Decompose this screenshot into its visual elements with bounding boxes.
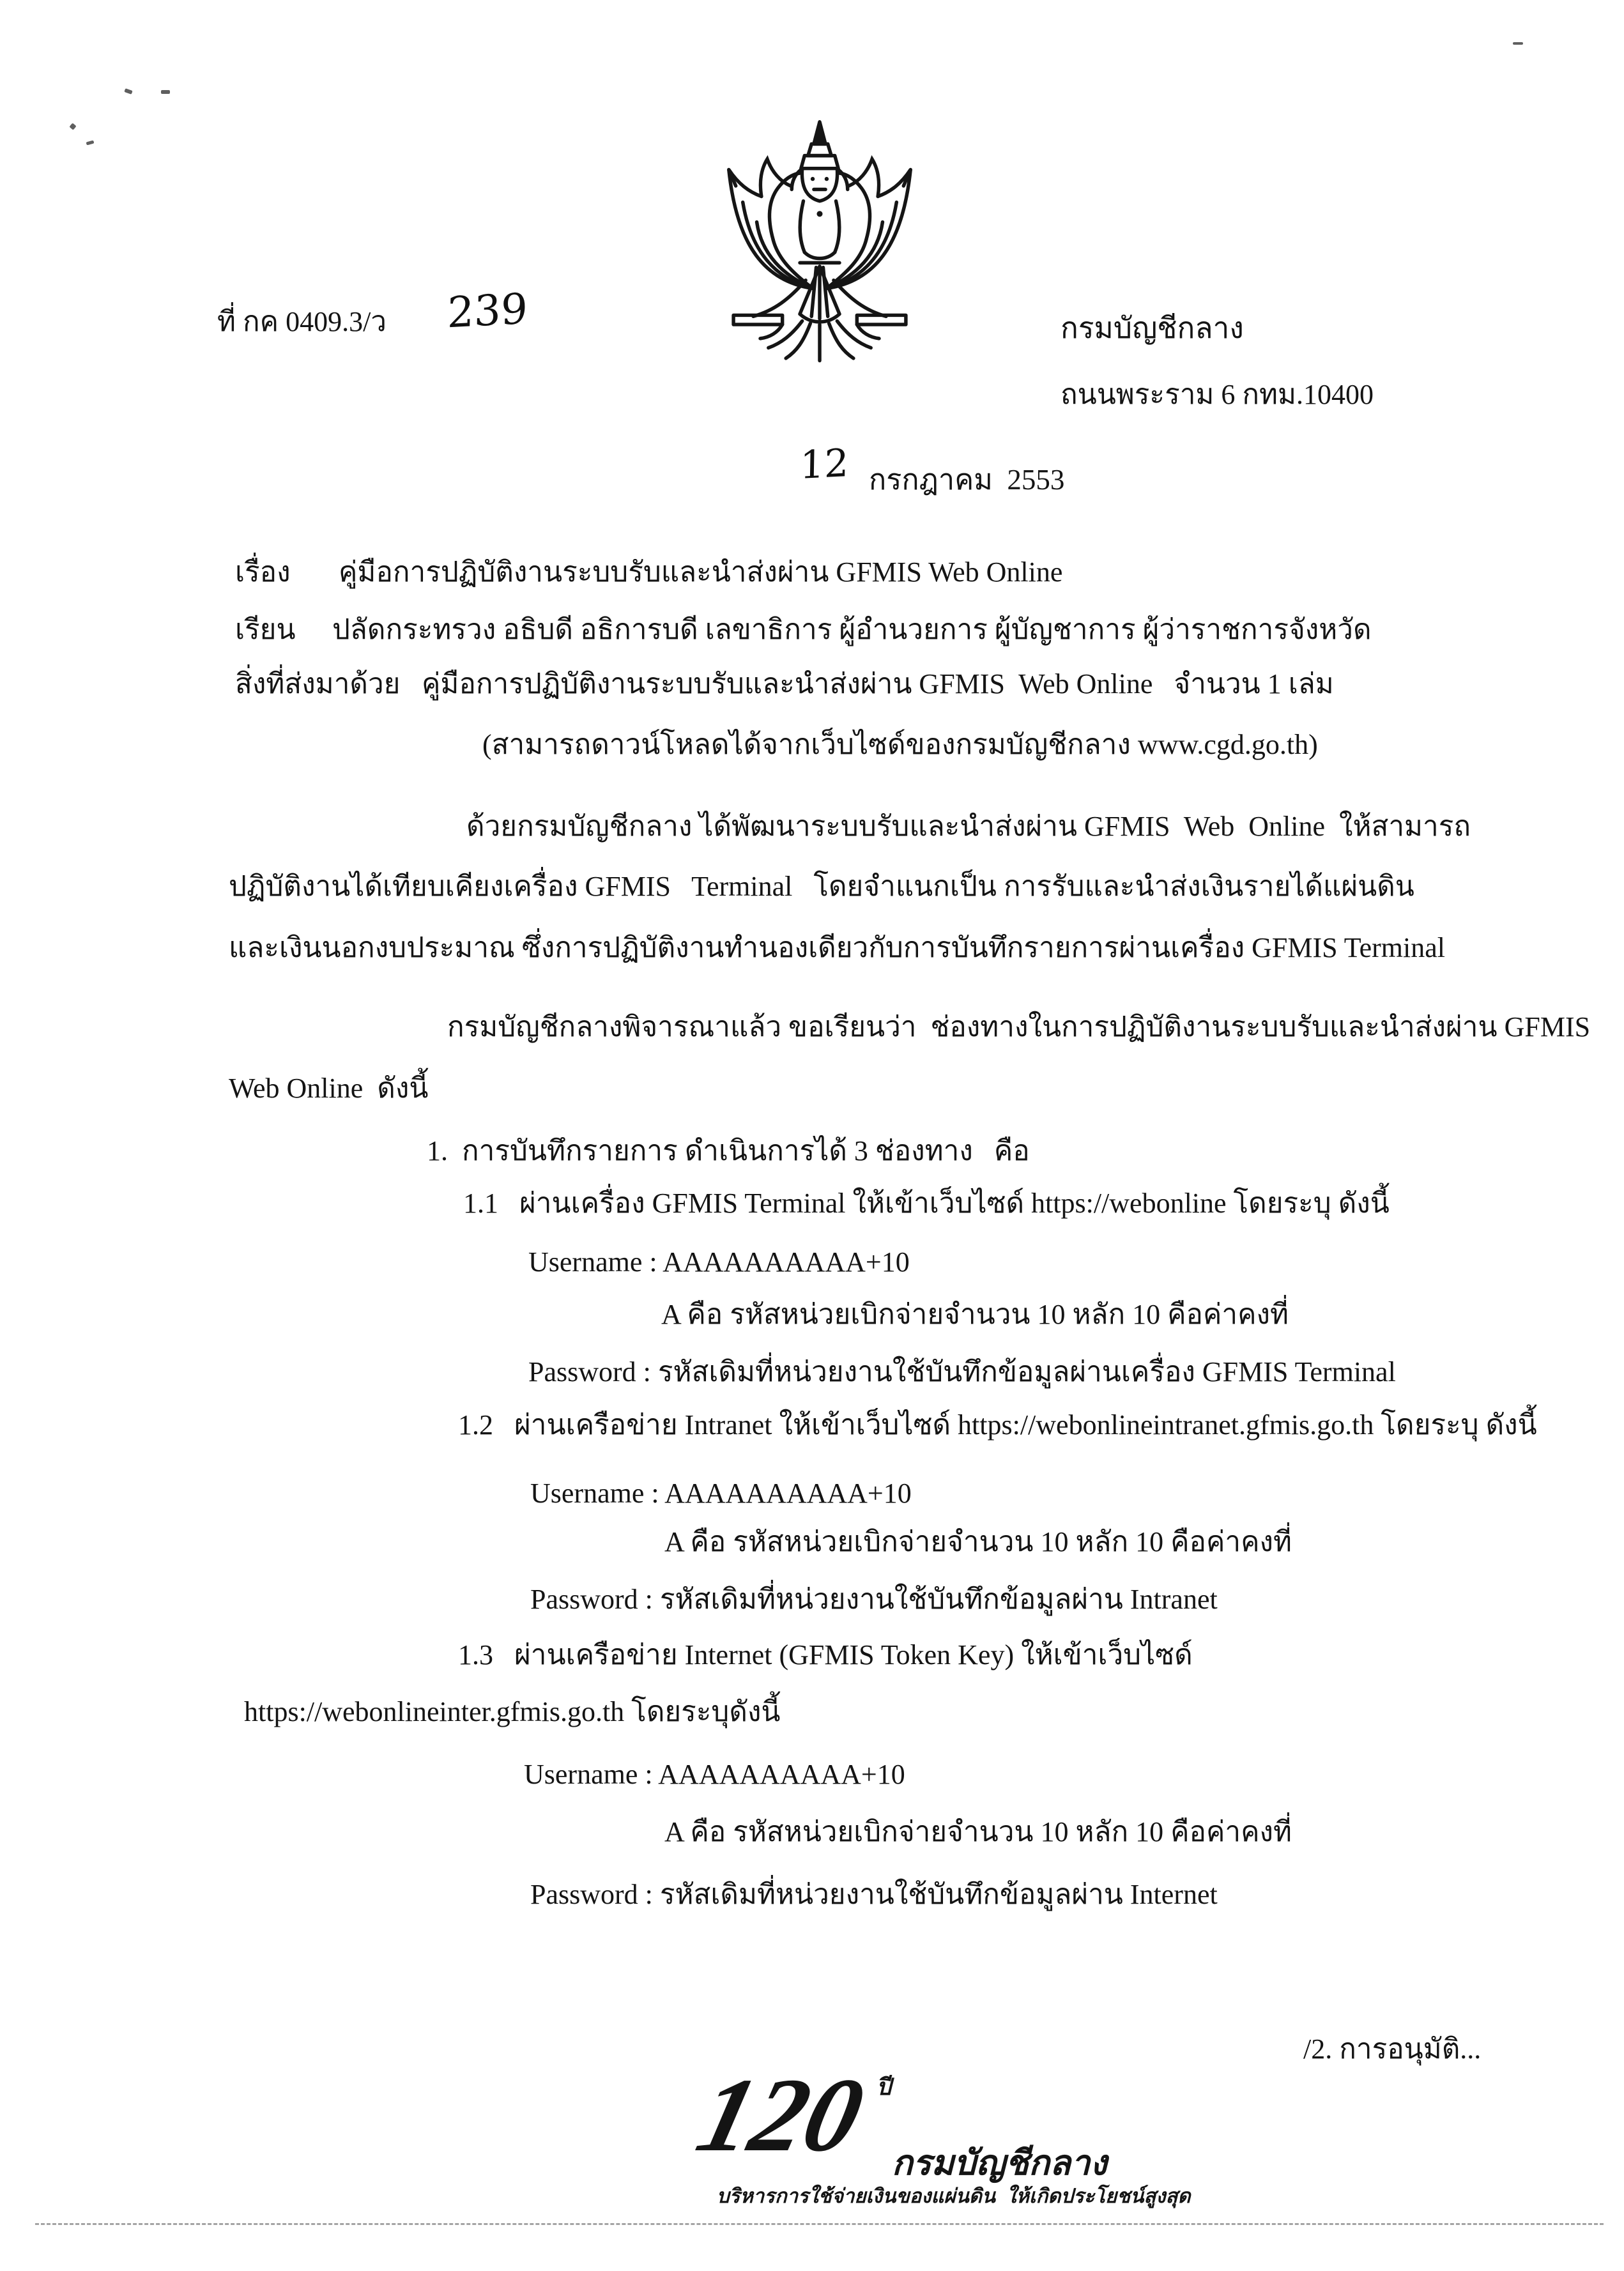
attachment-note: (สามารถดาวน์โหลดได้จากเว็บไซด์ของกรมบัญชีกลาง www.cgd.go.th) bbox=[482, 729, 1318, 760]
recipient-label: เรียน bbox=[235, 614, 296, 645]
username-line-2: Username : AAAAAAAAAA+10 bbox=[530, 1478, 912, 1509]
recipient-text: ปลัดกระทรวง อธิบดี อธิการบดี เลขาธิการ ผู้อำนวยการ ผู้บัญชาการ ผู้ว่าราชการจังหวัด bbox=[332, 614, 1372, 645]
ref-number-handwritten: 239 bbox=[447, 284, 528, 338]
list-item-1-3-url: https://webonlineinter.gfmis.go.th โดยระบุดังนี้ bbox=[244, 1696, 781, 1727]
subject-text: คู่มือการปฏิบัติงานระบบรับและนำส่งผ่าน GFMIS Web Online bbox=[339, 556, 1063, 588]
username-line-1: Username : AAAAAAAAAA+10 bbox=[528, 1246, 910, 1278]
date-month-year: กรกฎาคม 2553 bbox=[869, 464, 1065, 496]
date-day-handwritten: 12 bbox=[799, 440, 849, 489]
scan-dashed-line bbox=[35, 2223, 1604, 2225]
garuda-emblem-icon bbox=[703, 114, 937, 364]
paragraph1-line3: และเงินนอกงบประมาณ ซึ่งการปฏิบัติงานทำนองเดียวกับการบันทึกรายการผ่านเครื่อง GFMIS Terminal bbox=[229, 932, 1445, 963]
attachment-text: คู่มือการปฏิบัติงานระบบรับและนำส่งผ่าน GFMIS Web Online จำนวน 1 เล่ม bbox=[422, 668, 1334, 700]
continuation-mark: /2. การอนุมัติ... bbox=[1303, 2033, 1482, 2065]
list-item-1-1: 1.1 ผ่านเครื่อง GFMIS Terminal ให้เข้าเว็บไซด์ https://webonline โดยระบุ ดังนี้ bbox=[463, 1188, 1390, 1219]
a-code-note-1: A คือ รหัสหน่วยเบิกจ่ายจำนวน 10 หลัก 10 คือค่าคงที่ bbox=[661, 1299, 1289, 1330]
a-code-note-2: A คือ รหัสหน่วยเบิกจ่ายจำนวน 10 หลัก 10 คือค่าคงที่ bbox=[664, 1526, 1292, 1557]
scan-artifact bbox=[1513, 42, 1523, 45]
list-item-1: 1. การบันทึกรายการ ดำเนินการได้ 3 ช่องทาง คือ bbox=[427, 1135, 1030, 1166]
attachment-label: สิ่งที่ส่งมาด้วย bbox=[235, 668, 401, 700]
ref-number-label: ที่ กค 0409.3/ว bbox=[217, 306, 387, 337]
username-line-3: Username : AAAAAAAAAA+10 bbox=[524, 1759, 905, 1790]
scan-artifact bbox=[86, 141, 95, 146]
scan-artifact bbox=[69, 123, 76, 130]
password-intranet-line: Password : รหัสเดิมที่หน่วยงานใช้บันทึกข้อมูลผ่าน Intranet bbox=[530, 1584, 1218, 1615]
list-item-1-2: 1.2 ผ่านเครือข่าย Intranet ให้เข้าเว็บไซด์ https://webonlineintranet.gfmis.go.th โดยระบุ ดังนี้ bbox=[458, 1409, 1537, 1441]
subject-label: เรื่อง bbox=[235, 556, 291, 588]
footer-logo-agency: กรมบัญชีกลาง bbox=[892, 2144, 1107, 2182]
footer-logo-120: 120 bbox=[687, 2056, 875, 2173]
paragraph1-line1: ด้วยกรมบัญชีกลาง ได้พัฒนาระบบรับและนำส่งผ่าน GFMIS Web Online ให้สามารถ bbox=[466, 811, 1471, 842]
scan-artifact bbox=[161, 90, 170, 94]
paragraph2-line1: กรมบัญชีกลางพิจารณาแล้ว ขอเรียนว่า ช่องทางในการปฏิบัติงานระบบรับและนำส่งผ่าน GFMIS bbox=[447, 1011, 1591, 1043]
paragraph2-line2: Web Online ดังนี้ bbox=[229, 1073, 429, 1104]
list-item-1-3: 1.3 ผ่านเครือข่าย Internet (GFMIS Token Key) ให้เข้าเว็บไซด์ bbox=[458, 1639, 1193, 1671]
a-code-note-3: A คือ รหัสหน่วยเบิกจ่ายจำนวน 10 หลัก 10 คือค่าคงที่ bbox=[664, 1816, 1292, 1847]
password-terminal-line: Password : รหัสเดิมที่หน่วยงานใช้บันทึกข้อมูลผ่านเครื่อง GFMIS Terminal bbox=[528, 1356, 1396, 1388]
sender-agency: กรมบัญชีกลาง bbox=[1061, 312, 1244, 344]
footer-logo-year-word: ปี bbox=[877, 2074, 891, 2100]
scan-artifact bbox=[124, 88, 132, 95]
footer-logo-slogan: บริหารการใช้จ่ายเงินของแผ่นดิน ให้เกิดประโยชน์สูงสุด bbox=[717, 2185, 1191, 2207]
password-internet-line: Password : รหัสเดิมที่หน่วยงานใช้บันทึกข้อมูลผ่าน Internet bbox=[530, 1879, 1218, 1910]
sender-address: ถนนพระราม 6 กทม.10400 bbox=[1061, 379, 1374, 410]
paragraph1-line2: ปฏิบัติงานได้เทียบเคียงเครื่อง GFMIS Terminal โดยจำแนกเป็น การรับและนำส่งเงินรายได้แผ่นดิน bbox=[229, 871, 1414, 902]
